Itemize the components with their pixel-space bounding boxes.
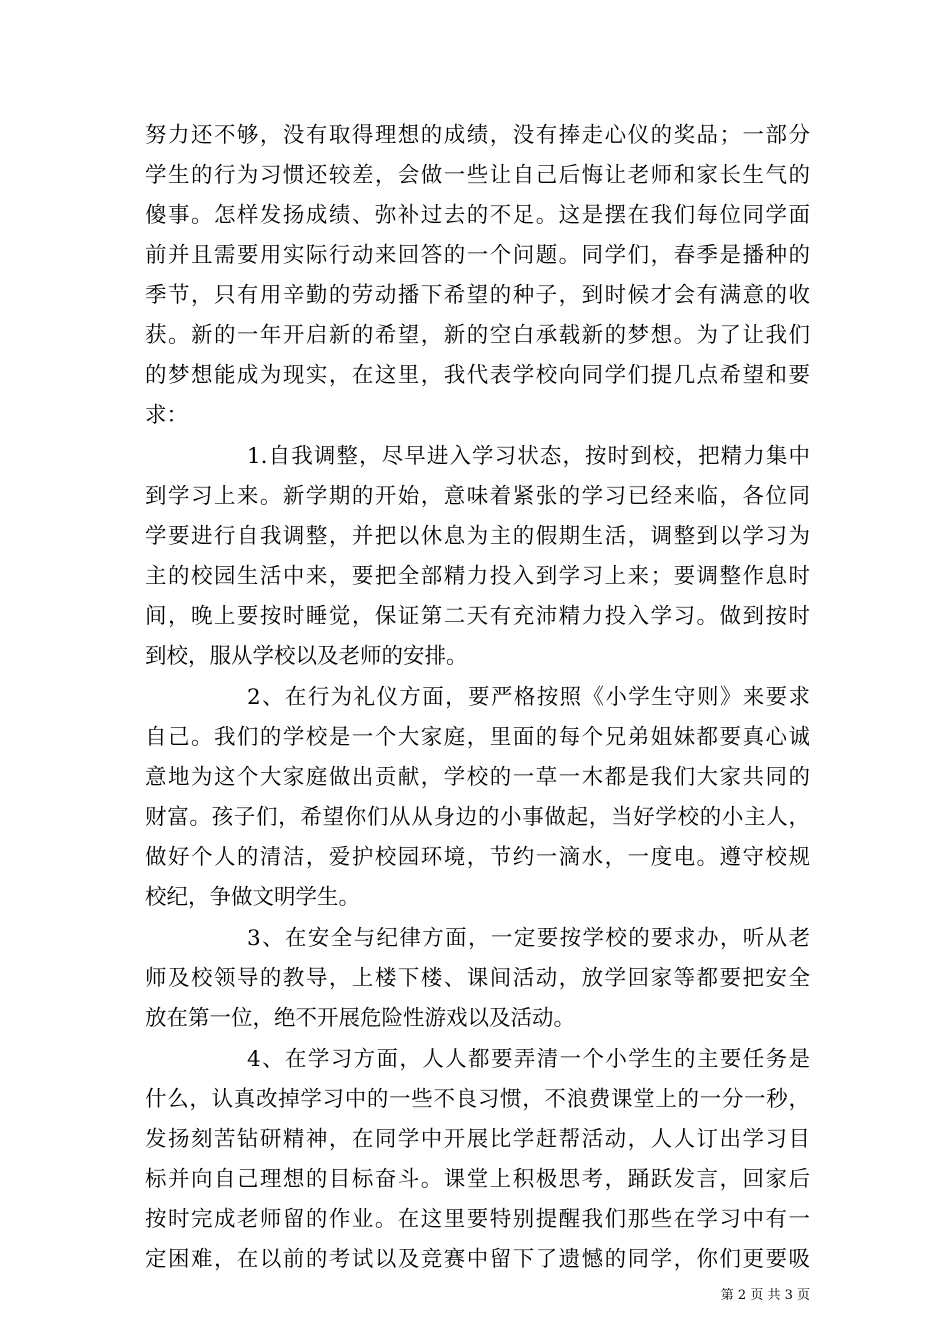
text-line: 学生的行为习惯还较差，会做一些让自己后悔让老师和家长生气的	[145, 163, 810, 188]
paragraph-first-line: 1.自我调整，尽早进入学习状态，按时到校，把精力集中	[247, 444, 810, 469]
text-line: 按时完成老师留的作业。在这里要特别提醒我们那些在学习中有一	[145, 1207, 810, 1232]
paragraph-first-line: 4、在学习方面，人人都要弄清一个小学生的主要任务是	[247, 1047, 810, 1072]
text-line: 求：	[145, 403, 189, 428]
text-line: 获。新的一年开启新的希望，新的空白承载新的梦想。为了让我们	[145, 323, 810, 348]
text-line: 前并且需要用实际行动来回答的一个问题。同学们，春季是播种的	[145, 243, 810, 268]
paragraph-first-line: 3、在安全与纪律方面，一定要按学校的要求办，听从老	[247, 926, 810, 951]
text-line: 的梦想能成为现实，在这里，我代表学校向同学们提几点希望和要	[145, 363, 810, 388]
text-line: 定困难，在以前的考试以及竞赛中留下了遗憾的同学，你们更要吸	[145, 1247, 810, 1272]
text-line: 间，晚上要按时睡觉，保证第二天有充沛精力投入学习。做到按时	[145, 604, 810, 629]
text-line: 做好个人的清洁，爱护校园环境，节约一滴水，一度电。遵守校规	[145, 845, 810, 870]
page-number: 第 2 页 共 3 页	[720, 1288, 810, 1303]
paragraph-first-line: 2、在行为礼仪方面，要严格按照《小学生守则》来要求	[247, 685, 810, 710]
text-line: 傻事。怎样发扬成绩、弥补过去的不足。这是摆在我们每位同学面	[145, 203, 810, 228]
text-line: 到学习上来。新学期的开始，意味着紧张的学习已经来临，各位同	[145, 484, 810, 509]
text-line: 意地为这个大家庭做出贡献，学校的一草一木都是我们大家共同的	[145, 765, 810, 790]
text-line: 努力还不够，没有取得理想的成绩，没有捧走心仪的奖品；一部分	[145, 123, 810, 148]
text-line: 到校，服从学校以及老师的安排。	[145, 644, 468, 669]
text-line: 主的校园生活中来，要把全部精力投入到学习上来；要调整作息时	[145, 564, 810, 589]
text-line: 发扬刻苦钻研精神，在同学中开展比学赶帮活动，人人订出学习目	[145, 1127, 810, 1152]
text-line: 学要进行自我调整，并把以休息为主的假期生活，调整到以学习为	[145, 524, 810, 549]
text-line: 自己。我们的学校是一个大家庭，里面的每个兄弟姐妹都要真心诚	[145, 725, 810, 750]
text-line: 什么，认真改掉学习中的一些不良习惯，不浪费课堂上的一分一秒，	[145, 1087, 810, 1112]
text-line: 财富。孩子们，希望你们从从身边的小事做起，当好学校的小主人，	[145, 805, 810, 830]
text-line: 放在第一位，绝不开展危险性游戏以及活动。	[145, 1006, 576, 1031]
text-line: 标并向自己理想的目标奋斗。课堂上积极思考，踊跃发言，回家后	[145, 1167, 810, 1192]
text-line: 校纪，争做文明学生。	[145, 885, 361, 910]
text-line: 师及校领导的教导，上楼下楼、课间活动，放学回家等都要把安全	[145, 966, 810, 991]
text-line: 季节，只有用辛勤的劳动播下希望的种子，到时候才会有满意的收	[145, 283, 810, 308]
